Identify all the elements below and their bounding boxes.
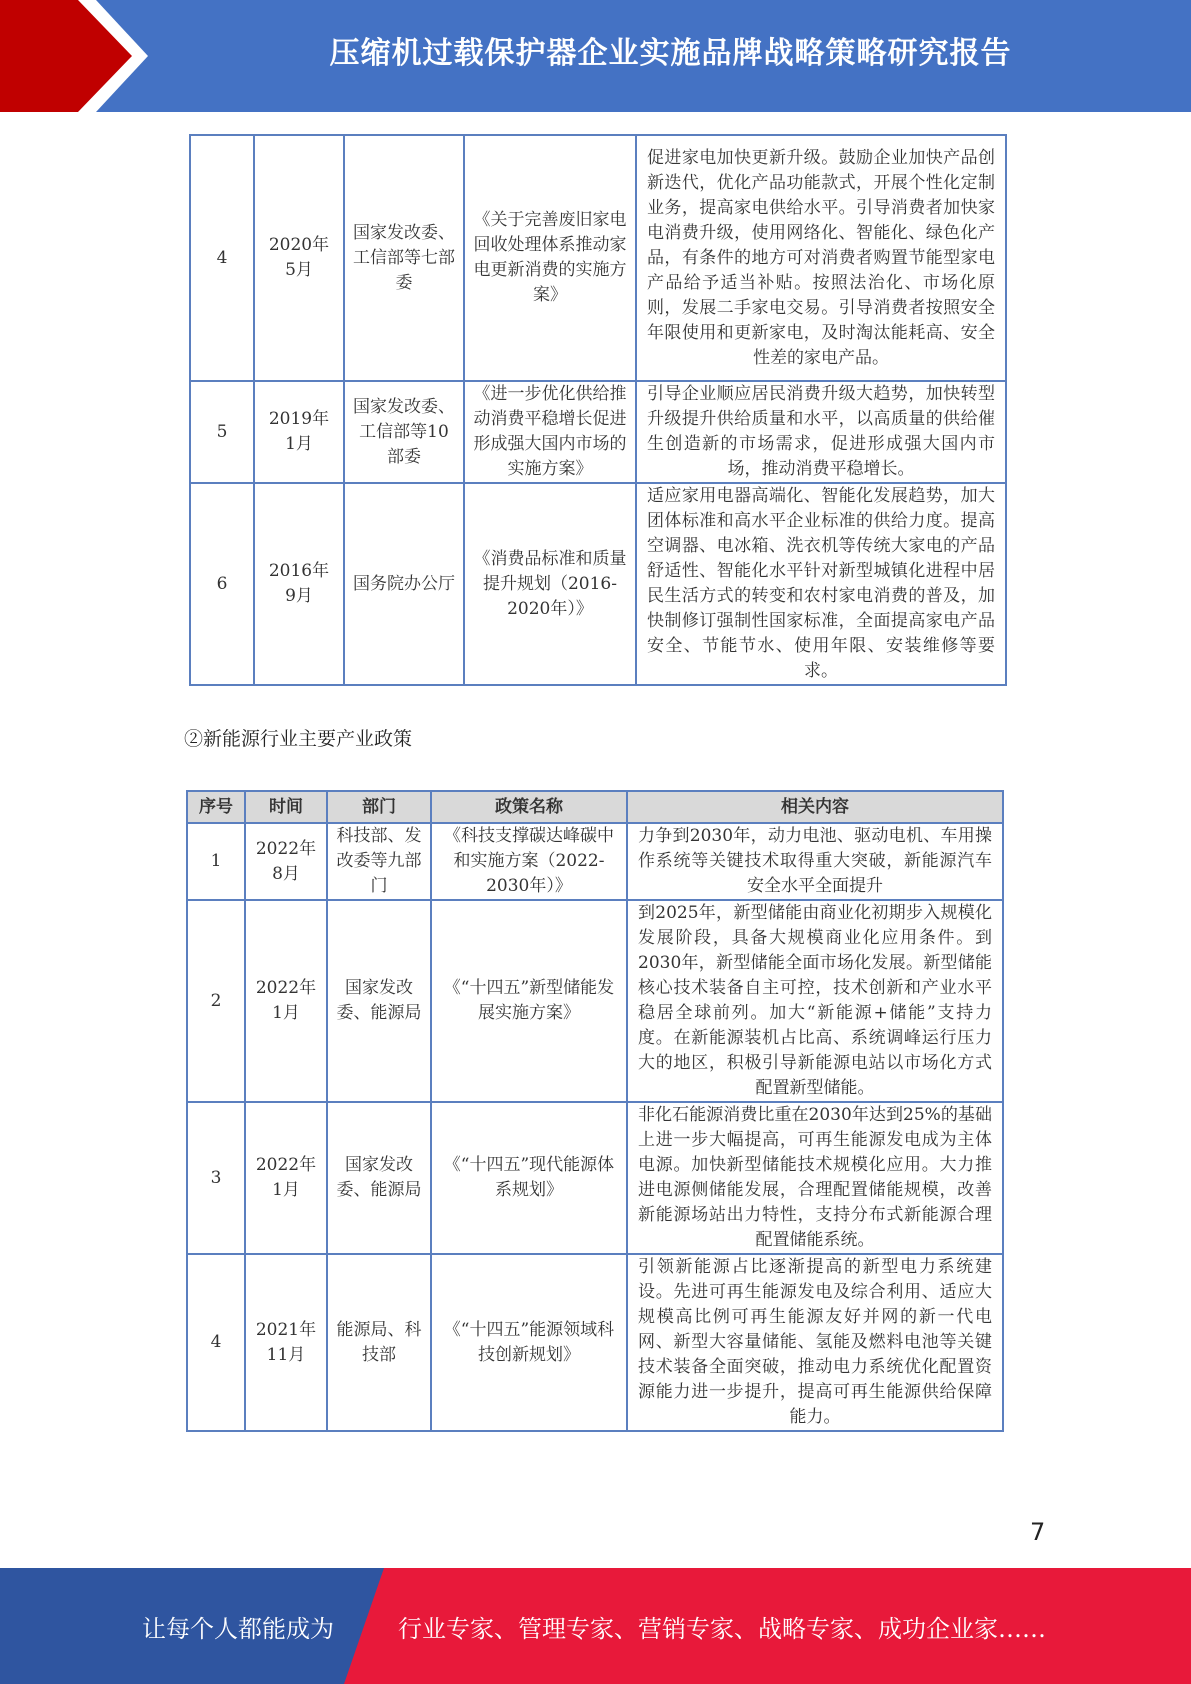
row-time: 2020年 5月 bbox=[254, 135, 344, 381]
table-row bbox=[187, 900, 1003, 1102]
section-title: ②新能源行业主要产业政策 bbox=[184, 728, 413, 750]
header-time: 时间 bbox=[245, 791, 327, 823]
row-content: 到2025年，新型储能由商业化初期步入规模化发展阶段，具备大规模商业化应用条件。到2030年，新型储能全面市场化发展。新型储能核心技术装备自主可控，技术创新和产业水平稳居全球前列。加大“新能源+储能”支持力度。在新能源装机占比高、系统调峰运行压力大的地区，积极引导新能源电站以市场化方式配置新型储能。 bbox=[627, 900, 1003, 1102]
table-row bbox=[187, 1102, 1003, 1254]
row-content: 促进家电加快更新升级。鼓励企业加快产品创新迭代，优化产品功能款式，开展个性化定制业务，提高家电供给水平。引导消费者加快家电消费升级，使用网络化、智能化、绿色化产品，有条件的地方可对消费者购置节能型家电产品给予适当补贴。按照法治化、市场化原则，发展二手家电交易。引导消费者按照安全年限使用和更新家电，及时淘汰能耗高、安全性差的家电产品。 bbox=[636, 135, 1006, 381]
row-department: 国务院办公厅 bbox=[344, 483, 464, 685]
header-department: 部门 bbox=[327, 791, 431, 823]
page-footer bbox=[0, 1568, 1191, 1684]
row-department: 国家发改委、能源局 bbox=[327, 900, 431, 1102]
row-time: 2021年 11月 bbox=[245, 1254, 327, 1431]
table-row bbox=[190, 483, 1006, 685]
row-content: 引导企业顺应居民消费升级大趋势，加快转型升级提升供给质量和水平，以高质量的供给催生创造新的市场需求，促进形成强大国内市场，推动消费平稳增长。 bbox=[636, 381, 1006, 483]
row-number: 2 bbox=[187, 900, 245, 1102]
row-time: 2022年 1月 bbox=[245, 1102, 327, 1254]
new-energy-policy-table bbox=[186, 790, 1004, 1432]
table-row bbox=[187, 1254, 1003, 1431]
row-content: 适应家用电器高端化、智能化发展趋势，加大团体标准和高水平企业标准的供给力度。提高空调器、电冰箱、洗衣机等传统大家电的产品舒适性、智能化水平针对新型城镇化进程中居民生活方式的转变和农村家电消费的普及，加快制修订强制性国家标准，全面提高家电产品安全、节能节水、使用年限、安装维修等要求。 bbox=[636, 483, 1006, 685]
row-policy-name: 《“十四五”现代能源体系规划》 bbox=[431, 1102, 627, 1254]
header-number: 序号 bbox=[187, 791, 245, 823]
row-time: 2022年 1月 bbox=[245, 900, 327, 1102]
row-policy-name: 《关于完善废旧家电回收处理体系推动家电更新消费的实施方案》 bbox=[464, 135, 636, 381]
report-title: 压缩机过载保护器企业实施品牌战略策略研究报告 bbox=[329, 36, 1012, 71]
row-policy-name: 《“十四五”能源领域科技创新规划》 bbox=[431, 1254, 627, 1431]
footer-slogan-left: 让每个人都能成为 bbox=[142, 1614, 334, 1643]
table-row bbox=[187, 823, 1003, 900]
row-content: 力争到2030年，动力电池、驱动电机、车用操作系统等关键技术取得重大突破，新能源汽车安全水平全面提升 bbox=[627, 823, 1003, 900]
row-number: 1 bbox=[187, 823, 245, 900]
header-chevron-decoration bbox=[0, 0, 160, 112]
row-department: 能源局、科技部 bbox=[327, 1254, 431, 1431]
row-number: 5 bbox=[190, 381, 254, 483]
row-policy-name: 《进一步优化供给推动消费平稳增长促进形成强大国内市场的实施方案》 bbox=[464, 381, 636, 483]
row-number: 4 bbox=[187, 1254, 245, 1431]
row-department: 国家发改委、工信部等10部委 bbox=[344, 381, 464, 483]
table-row bbox=[190, 381, 1006, 483]
table-row bbox=[190, 135, 1006, 381]
row-number: 3 bbox=[187, 1102, 245, 1254]
header-policy-name: 政策名称 bbox=[431, 791, 627, 823]
row-time: 2019年 1月 bbox=[254, 381, 344, 483]
row-number: 6 bbox=[190, 483, 254, 685]
row-content: 非化石能源消费比重在2030年达到25%的基础上进一步大幅提高，可再生能源发电成为主体电源。加快新型储能技术规模化应用。大力推进电源侧储能发展，合理配置储能规模，改善新能源场站出力特性，支持分布式新能源合理配置储能系统。 bbox=[627, 1102, 1003, 1254]
table-header-row bbox=[187, 791, 1003, 823]
row-department: 国家发改委、能源局 bbox=[327, 1102, 431, 1254]
row-time: 2016年 9月 bbox=[254, 483, 344, 685]
row-time: 2022年 8月 bbox=[245, 823, 327, 900]
row-policy-name: 《消费品标准和质量提升规划（2016-2020年）》 bbox=[464, 483, 636, 685]
page-header bbox=[0, 0, 1191, 112]
page-number: 7 bbox=[1030, 1518, 1046, 1546]
footer-slogan-right: 行业专家、管理专家、营销专家、战略专家、成功企业家…… bbox=[398, 1614, 1046, 1643]
row-department: 科技部、发改委等九部门 bbox=[327, 823, 431, 900]
row-department: 国家发改委、工信部等七部委 bbox=[344, 135, 464, 381]
row-policy-name: 《科技支撑碳达峰碳中和实施方案（2022-2030年）》 bbox=[431, 823, 627, 900]
consumer-policy-table bbox=[189, 134, 1007, 686]
header-content: 相关内容 bbox=[627, 791, 1003, 823]
row-number: 4 bbox=[190, 135, 254, 381]
row-content: 引领新能源占比逐渐提高的新型电力系统建设。先进可再生能源发电及综合利用、适应大规模高比例可再生能源友好并网的新一代电网、新型大容量储能、氢能及燃料电池等关键技术装备全面突破，推动电力系统优化配置资源能力进一步提升，提高可再生能源供给保障能力。 bbox=[627, 1254, 1003, 1431]
row-policy-name: 《“十四五”新型储能发展实施方案》 bbox=[431, 900, 627, 1102]
